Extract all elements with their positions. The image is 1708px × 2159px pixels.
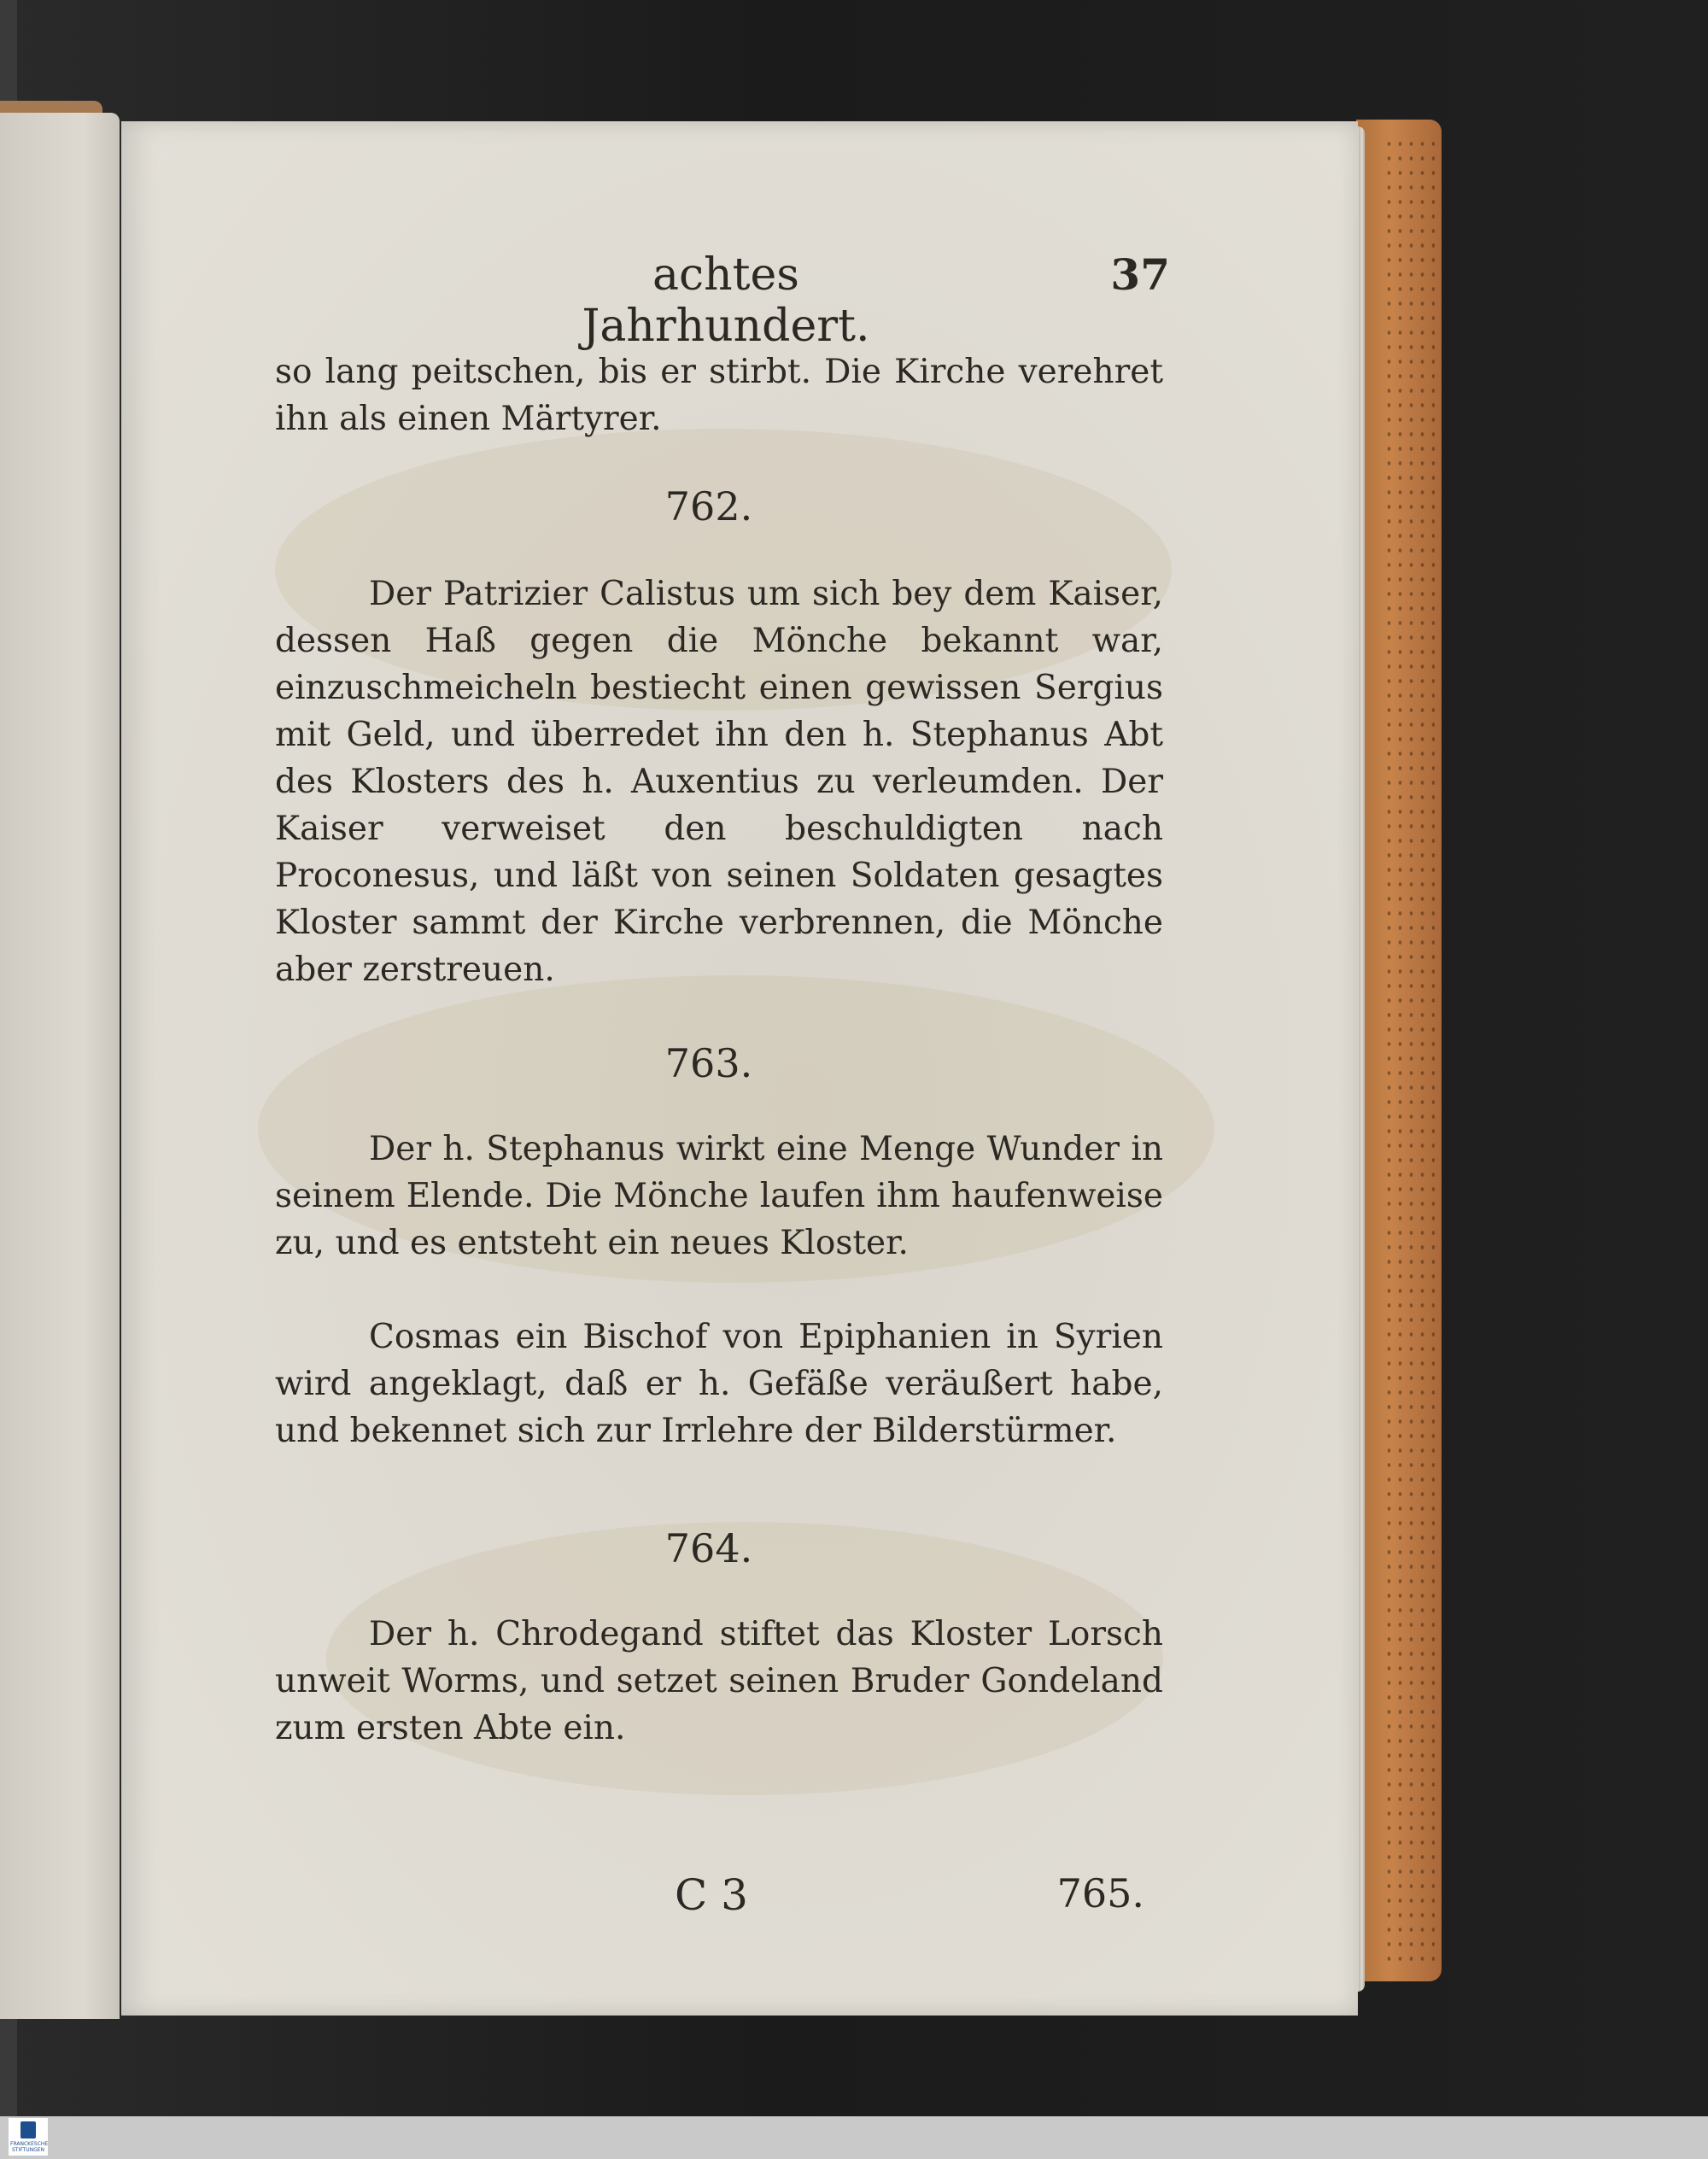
paragraph-764: Der h. Chrodegand stiftet das Kloster Lorsch unweit Worms, und setzet seinen Bruder Gondeland zum ersten Abte ein. <box>275 1615 1163 1747</box>
logo-text: FRANCKESCHE STIFTUNGEN <box>10 2141 49 2153</box>
year-heading: 763. <box>664 1040 753 1086</box>
catchword: 765. <box>1056 1870 1144 1916</box>
left-page <box>0 113 120 2019</box>
viewer-bottom-bar <box>0 2116 1708 2159</box>
page-number: 37 <box>1110 249 1170 300</box>
cover-speckle-texture <box>1383 137 1435 1964</box>
year-heading: 762. <box>664 483 753 530</box>
signature-mark: C 3 <box>675 1870 748 1920</box>
logo-icon <box>20 2121 36 2139</box>
paragraph-continuation: so lang peitschen, bis er stirbt. Die Kirche verehret ihn als einen Märtyrer. <box>275 353 1163 438</box>
institution-logo[interactable] <box>9 2118 48 2156</box>
paragraph-762: Der Patrizier Calistus um sich bey dem Kaiser, dessen Haß gegen die Mönche bekannt war, einzuschmeicheln bestiecht einen gewissen Sergius mit Geld, und überredet ihn den h. Stephanus Abt des Klosters des h. Auxentius zu verleumden. Der Kaiser verweiset den beschuldigten nach Proconesus, und läßt von seinen Soldaten gesagtes Kloster sammt der Kirche verbrennen, die Mönche aber zerstreuen. <box>275 575 1163 989</box>
running-header-title: achtes Jahrhundert. <box>582 249 870 352</box>
paragraph-763-a: Der h. Stephanus wirkt eine Menge Wunder in seinem Elende. Die Mönche laufen ihm haufenweise zu, und es entsteht ein neues Kloster. <box>275 1130 1163 1262</box>
paragraph-763-b: Cosmas ein Bischof von Epiphanien in Syrien wird angeklagt, daß er h. Gefäße veräußert habe, und bekennet sich zur Irrlehre der Bilderstürmer. <box>275 1318 1163 1450</box>
year-heading: 764. <box>664 1525 753 1571</box>
